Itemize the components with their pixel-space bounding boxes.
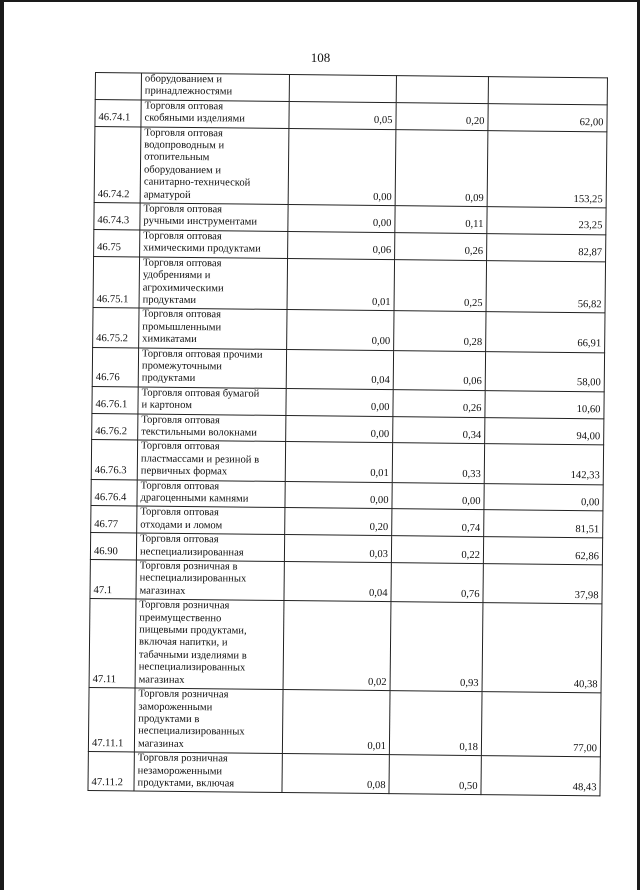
value-1-cell — [286, 415, 393, 443]
code-cell — [89, 599, 136, 688]
value-3-cell — [487, 130, 607, 208]
value-3-cell — [484, 444, 603, 484]
table-body — [88, 73, 607, 797]
value-1-cell — [286, 349, 393, 389]
value-2-text: 0,06 — [463, 376, 482, 388]
value-3-cell — [482, 603, 602, 693]
value-3-text: 77,00 — [573, 742, 598, 755]
activity-name-text: Торговля розничная в неспециализированных магазинах — [139, 560, 247, 597]
value-3-text: 62,86 — [575, 550, 600, 562]
value-1-text: 0,00 — [370, 402, 390, 414]
value-1-cell — [289, 75, 396, 103]
activity-name-text: Торговля оптовая неспециализированная — [139, 533, 244, 559]
code-text: 46.75.2 — [96, 333, 129, 345]
activity-name-text: Торговля розничная незамороженными продуктами, включая — [137, 752, 235, 790]
value-2-cell — [396, 102, 488, 130]
value-1-text: 0,20 — [369, 521, 389, 533]
value-2-text: 0,93 — [460, 677, 479, 689]
value-2-cell — [395, 233, 487, 261]
table-row — [92, 347, 604, 392]
page-number: 108 — [310, 50, 331, 65]
value-2-cell — [393, 389, 485, 417]
code-text: 46.76.1 — [95, 399, 128, 411]
code-text: 46.76.4 — [94, 492, 127, 504]
activity-name-text: оборудованием и принадлежностями — [144, 73, 233, 98]
value-3-text: 23,25 — [578, 220, 603, 232]
value-2-cell — [391, 563, 483, 603]
activity-name-cell — [141, 73, 289, 101]
value-3-cell — [487, 233, 606, 261]
activity-name-cell — [140, 230, 288, 258]
value-2-cell — [393, 350, 485, 390]
value-2-text: 0,20 — [465, 116, 485, 128]
activity-name-cell — [137, 480, 285, 508]
activity-name-text: Торговля оптовая текстильными волокнами — [141, 414, 258, 439]
value-1-text: 0,01 — [370, 468, 389, 480]
code-cell — [94, 229, 140, 256]
activity-name-cell — [140, 127, 289, 205]
value-2-text: 0,26 — [462, 403, 482, 415]
value-1-text: 0,02 — [368, 676, 387, 688]
value-2-cell — [392, 509, 484, 537]
value-1-cell — [284, 562, 391, 602]
activity-name-cell — [134, 752, 282, 793]
activity-name-cell — [138, 414, 286, 442]
value-3-cell — [486, 260, 606, 313]
code-text: 46.76 — [95, 372, 120, 384]
activity-name-cell — [136, 533, 284, 561]
value-3-text: 58,00 — [576, 377, 601, 389]
code-cell — [94, 126, 141, 203]
value-1-cell — [287, 258, 395, 311]
value-3-cell — [485, 390, 604, 418]
value-1-cell — [282, 690, 390, 755]
code-text: 46.75 — [97, 242, 122, 254]
code-text: 47.11 — [92, 673, 117, 685]
value-3-text: 62,00 — [579, 117, 604, 129]
table-row — [91, 440, 603, 485]
value-2-cell — [392, 443, 484, 483]
value-2-text: 0,34 — [462, 429, 482, 442]
activity-name-cell — [140, 203, 288, 231]
code-cell — [91, 506, 137, 533]
value-2-cell — [389, 755, 481, 795]
code-cell — [92, 413, 138, 440]
code-cell — [95, 73, 141, 100]
code-text: 46.77 — [94, 518, 119, 531]
code-text: 46.75.1 — [96, 293, 129, 306]
value-2-cell — [394, 311, 486, 351]
activity-name-cell — [136, 560, 284, 601]
value-1-cell — [285, 508, 392, 536]
activity-name-cell — [138, 387, 286, 415]
value-1-cell — [286, 388, 393, 416]
value-2-text: 0,28 — [463, 337, 483, 349]
activity-name-text: Торговля оптовая химическими продуктами — [143, 230, 261, 256]
value-3-text: 0,00 — [580, 497, 600, 509]
value-2-cell — [393, 416, 485, 444]
value-3-text: 37,98 — [574, 589, 599, 602]
value-1-text: 0,01 — [371, 296, 391, 309]
value-3-cell — [483, 564, 602, 604]
table-row — [88, 688, 601, 757]
table-row — [90, 560, 602, 605]
code-text: 46.76.3 — [94, 465, 127, 477]
value-1-text: 0,00 — [370, 428, 390, 441]
value-2-cell — [389, 691, 482, 756]
value-3-text: 82,87 — [578, 247, 603, 259]
table-row — [93, 308, 605, 353]
value-1-cell — [288, 231, 395, 259]
code-text: 46.76.2 — [95, 425, 128, 438]
code-cell — [93, 256, 140, 308]
value-3-cell — [488, 77, 607, 105]
value-1-cell — [285, 481, 392, 509]
value-1-text: 0,04 — [371, 375, 390, 387]
value-2-text: 0,33 — [462, 469, 481, 481]
code-cell — [91, 479, 137, 506]
table-row — [93, 256, 606, 313]
activity-name-text: Торговля оптовая бумагой и картоном — [141, 387, 260, 412]
code-cell — [95, 99, 141, 126]
table-row — [88, 752, 600, 797]
code-text: 47.1 — [93, 584, 113, 597]
value-1-cell — [287, 310, 394, 350]
value-3-cell — [484, 510, 603, 538]
value-1-text: 0,06 — [372, 245, 392, 257]
value-1-cell — [282, 754, 389, 794]
activity-name-cell — [138, 348, 286, 389]
value-3-cell — [483, 537, 602, 565]
value-2-cell — [396, 76, 488, 104]
value-1-text: 0,04 — [368, 587, 388, 599]
value-2-text: 0,74 — [461, 522, 481, 534]
value-2-text: 0,25 — [463, 297, 483, 309]
value-3-cell — [488, 103, 607, 131]
value-1-text: 0,03 — [369, 548, 389, 560]
code-cell — [88, 752, 134, 792]
code-text: 46.74.3 — [97, 215, 130, 227]
value-1-text: 0,01 — [367, 740, 387, 752]
activity-name-text: Торговля оптовая драгоценными камнями — [140, 480, 249, 505]
value-1-cell — [288, 205, 395, 233]
code-cell — [93, 308, 139, 348]
value-3-cell — [487, 207, 606, 235]
value-2-text: 0,50 — [458, 780, 478, 792]
code-text: 46.74.1 — [98, 112, 131, 124]
value-3-cell — [485, 351, 604, 391]
value-3-cell — [484, 483, 603, 511]
code-text: 47.11.1 — [91, 737, 124, 750]
activity-name-text: Торговля оптовая отходами и ломом — [140, 506, 223, 532]
value-2-cell — [391, 536, 483, 564]
activity-name-text: Торговля оптовая пластмассами и резиной в первичных формах — [140, 440, 260, 478]
table-row — [89, 599, 602, 693]
code-text: 47.11.2 — [91, 776, 124, 789]
value-1-text: 0,00 — [369, 494, 389, 507]
value-2-text: 0,18 — [459, 741, 479, 753]
code-cell — [88, 688, 135, 753]
value-1-cell — [283, 601, 391, 691]
code-cell — [91, 440, 137, 480]
code-cell — [90, 533, 136, 560]
activity-name-text: Торговля оптовая прочими промежуточными продуктами — [141, 348, 263, 385]
value-1-text: 0,05 — [373, 115, 393, 127]
value-3-cell — [486, 312, 605, 352]
activity-name-text: Торговля оптовая промышленными химикатами — [142, 308, 222, 346]
code-cell — [92, 347, 138, 387]
activity-name-cell — [139, 257, 288, 310]
activity-name-cell — [135, 599, 284, 689]
value-2-text: 0,00 — [461, 495, 481, 508]
value-1-text: 0,00 — [373, 191, 392, 203]
code-cell — [94, 203, 140, 230]
value-1-cell — [288, 128, 396, 206]
activity-name-text: Торговля оптовая удобрениями и агрохимическими продуктами — [142, 257, 224, 306]
value-3-text: 94,00 — [576, 431, 601, 443]
value-2-cell — [395, 129, 488, 206]
activity-name-cell — [137, 506, 285, 534]
code-cell — [92, 386, 138, 413]
value-2-text: 0,11 — [465, 219, 484, 231]
value-1-text: 0,00 — [372, 218, 392, 230]
activity-name-cell — [139, 308, 287, 349]
activity-name-text: Торговля розничная замороженными продуктами в неспециализированных магазинах — [137, 688, 245, 750]
value-2-cell — [390, 602, 483, 692]
value-3-cell — [481, 756, 600, 796]
data-table — [87, 72, 608, 797]
value-3-text: 10,60 — [576, 404, 601, 416]
value-2-text: 0,26 — [464, 246, 484, 258]
code-text: 46.90 — [93, 545, 118, 557]
value-3-text: 81,51 — [575, 523, 600, 536]
code-text: 46.74.2 — [97, 188, 130, 201]
value-2-cell — [395, 206, 487, 234]
activity-name-cell — [134, 688, 283, 754]
value-3-cell — [481, 692, 601, 757]
activity-name-cell — [141, 100, 289, 128]
value-3-text: 66,91 — [577, 338, 602, 350]
value-2-cell — [392, 482, 484, 510]
value-2-text: 0,22 — [461, 549, 481, 561]
value-2-text: 0,76 — [460, 588, 480, 600]
value-1-cell — [289, 101, 396, 129]
activity-name-text: Торговля розничная преимущественно пищевыми продуктами, включая напитки, и табачными изделиями в неспециализированных магазинах — [138, 599, 247, 686]
value-3-text: 40,38 — [573, 678, 598, 690]
value-3-text: 142,33 — [570, 470, 600, 482]
value-3-text: 48,43 — [572, 781, 597, 794]
code-cell — [90, 560, 136, 600]
value-1-text: 0,00 — [371, 336, 391, 348]
activity-name-text: Торговля оптовая скобяными изделиями — [144, 100, 245, 125]
value-2-text: 0,09 — [465, 192, 484, 204]
activity-name-text: Торговля оптовая ручными инструментами — [143, 203, 258, 229]
table-row — [94, 126, 607, 208]
value-3-text: 56,82 — [577, 298, 602, 311]
activity-name-cell — [137, 440, 285, 481]
value-2-cell — [394, 259, 487, 312]
value-1-text: 0,08 — [366, 779, 386, 792]
value-1-cell — [285, 442, 392, 482]
value-3-text: 153,25 — [573, 193, 603, 205]
value-3-cell — [485, 417, 604, 445]
value-1-cell — [284, 535, 391, 563]
activity-name-text: Торговля оптовая водопроводным и отопительным оборудованием и санитарно-технической арматурой — [143, 127, 251, 201]
